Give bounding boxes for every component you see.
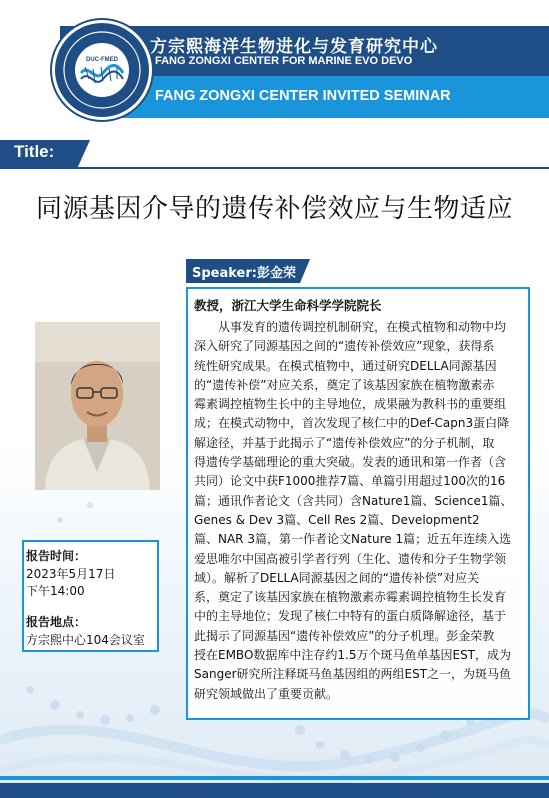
bio-line: Genes & Dev 3篇、Cell Res 2篇、Development2 (194, 512, 480, 527)
talk-title: 同源基因介导的遗传补偿效应与生物适应 (35, 194, 513, 224)
bio-line: 此揭示了同源基因“遗传补偿效应”的分子机理。彭金荣教 (194, 628, 495, 643)
bio-line: 的“遗传补偿”对应关系，奠定了该基因家族在植物激素赤 (194, 377, 495, 392)
bio-line: 共同）论文中获F1000推荐7篇、单篇引用超过100次的16 (194, 474, 506, 489)
event-date: 2023年5月17日 (26, 567, 116, 581)
portrait-illustration (35, 322, 160, 490)
bio-line: 深入研究了同源基因之间的“遗传补偿效应”现象，获得系 (194, 339, 495, 354)
bio-line: 中的主导地位；发现了核仁中特有的蛋白质降解途径，基于 (194, 609, 507, 624)
bio-line: 霉素调控植物生长中的主导地位，成果融为教科书的重要组 (194, 397, 507, 412)
event-place: 方宗熙中心104会议室 (26, 633, 145, 647)
bio-line: Sanger研究所注释斑马鱼基因组的两组EST之一，为斑马鱼 (194, 667, 512, 682)
bio-line: 得遗传学基础理论的重大突破。发表的通讯和第一作者（含 (194, 455, 507, 470)
footer-band (0, 783, 549, 798)
bio-line: 统性研究成果。在模式植物中，通过研究DELLA同源基因 (194, 358, 497, 373)
center-logo (52, 20, 152, 120)
bio-line: 从事发育的遗传调控机制研究，在模式植物和动物中均 (218, 320, 507, 334)
bio-line: 系，奠定了该基因家族在植物激素赤霉素调控植物生长发育 (194, 590, 507, 605)
title-rule (0, 167, 549, 169)
footer-accent (0, 776, 549, 780)
title-tab-label: Title: (14, 142, 55, 161)
bio-line: 成；在模式动物中，首次发现了核仁中的Def-Capn3蛋白降 (194, 416, 510, 431)
speaker-label: Speaker:彭金荣 (192, 266, 296, 281)
bio-line: 研究领域做出了重要贡献。 (194, 686, 339, 701)
seminar-title: FANG ZONGXI CENTER INVITED SEMINAR (155, 88, 451, 104)
bio-line: 授在EMBO数据库中注存约1.5万个斑马鱼单基因EST，成为 (194, 648, 512, 663)
speaker-position: 教授，浙江大学生命科学学院院长 (194, 298, 382, 313)
bio-line: 篇；通讯作者论文（含共同）含Nature1篇、Science1篇、 (194, 493, 513, 508)
bio-line: 篇、NAR 3篇，第一作者论文Nature 1篇；近五年连续入选 (194, 532, 512, 547)
time-label: 报告时间： (26, 549, 87, 563)
speaker-photo (35, 322, 160, 490)
event-time: 下午14:00 (26, 584, 85, 598)
speaker-bio (194, 318, 524, 704)
logo-emblem-icon (55, 23, 149, 117)
org-name-cn: 方宗熙海洋生物进化与发育研究中心 (150, 37, 438, 57)
org-name-en: FANG ZONGXI CENTER FOR MARINE EVO DEVO (155, 55, 413, 67)
bio-line: 爱思唯尔中国高被引学者行列（生化、遗传和分子生物学领 (194, 551, 507, 566)
place-label: 报告地点： (26, 615, 87, 629)
bio-line: 解途径，并基于此揭示了“遗传补偿效应”的分子机制，取 (194, 435, 495, 450)
logo-abbrev: DUC-FMED (86, 57, 118, 63)
bio-line: 域）。解析了DELLA同源基因之间的“遗传补偿”对应关 (194, 570, 480, 585)
